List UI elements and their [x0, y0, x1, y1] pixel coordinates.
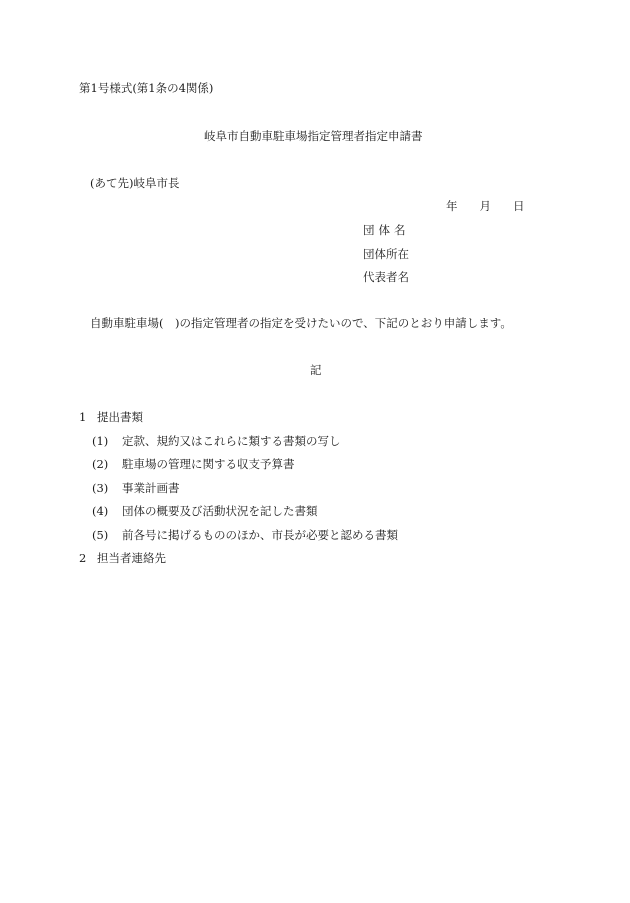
representative-label: 代表者名: [363, 270, 409, 284]
list-item: [92, 506, 318, 518]
day-label: 日: [513, 199, 525, 213]
list-item-number: (4): [92, 504, 109, 518]
list-item-number: (1): [92, 434, 109, 448]
section-2-heading: [79, 553, 166, 565]
list-item-text: 定款、規約又はこれらに類する書類の写し: [122, 434, 341, 448]
document-title: 岐阜市自動車駐車場指定管理者指定申請書: [204, 129, 423, 143]
list-item: [92, 459, 295, 471]
list-item-number: (2): [92, 457, 109, 471]
ki-heading: 記: [310, 363, 322, 377]
body-text: 自動車駐車場( )の指定管理者の指定を受けたいので、下記のとおり申請します。: [90, 316, 512, 330]
section-2-number: 2: [79, 551, 87, 565]
list-item-text: 事業計画書: [122, 481, 180, 495]
addressee: (あて先)岐阜市長: [90, 176, 180, 190]
form-number: 第1号様式(第1条の4関係): [79, 81, 214, 95]
section-1-number: 1: [79, 410, 87, 424]
org-name-label: 団体名: [363, 223, 410, 237]
org-address-label: 団体所在: [363, 247, 409, 261]
list-item-number: (3): [92, 481, 109, 495]
section-1-heading: [79, 412, 143, 424]
list-item: [92, 483, 180, 495]
date-line: [446, 201, 525, 213]
list-item-text: 団体の概要及び活動状況を記した書類: [122, 504, 318, 518]
list-item-text: 駐車場の管理に関する収支予算書: [122, 457, 295, 471]
year-label: 年: [446, 199, 458, 213]
list-item-number: (5): [92, 528, 109, 542]
section-2-label: 担当者連絡先: [97, 551, 166, 565]
month-label: 月: [479, 199, 491, 213]
section-1-label: 提出書類: [97, 410, 143, 424]
list-item: [92, 530, 398, 542]
list-item: [92, 436, 341, 448]
list-item-text: 前各号に掲げるもののほか、市長が必要と認める書類: [122, 528, 398, 542]
